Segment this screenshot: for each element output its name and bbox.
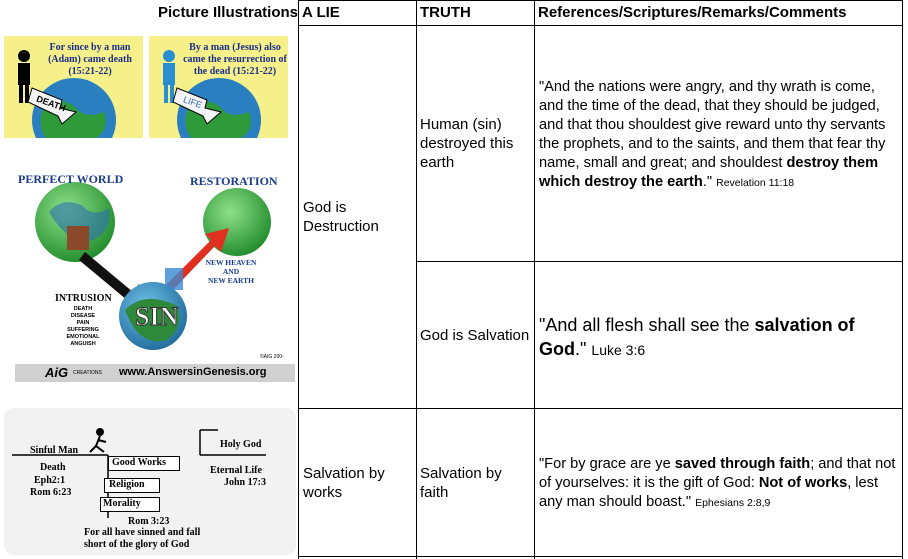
truth-cell	[420, 326, 534, 345]
new-earth-line: NEW EARTH	[207, 276, 255, 285]
intrusion-item: EMOTIONAL	[66, 334, 100, 340]
religion-box	[104, 478, 160, 493]
truth-text: Human (sin) destroyed this earth	[420, 116, 514, 171]
aig-website: www.AnswersinGenesis.org	[119, 366, 267, 378]
truth-cell	[420, 115, 532, 172]
lie-cell	[303, 464, 413, 502]
rom323-ref: Rom 3:23	[128, 516, 170, 527]
copyright-text: ©AIG 200-	[260, 354, 284, 360]
lie-text: God is Destruction	[303, 199, 379, 235]
scripture-citation: Ephesians 2:8,9	[695, 497, 771, 509]
scripture-text: ."	[702, 174, 717, 190]
grid-line	[298, 25, 903, 26]
new-heaven-line: NEW HEAVEN	[205, 258, 257, 267]
bridge-illustration	[4, 408, 296, 555]
rom623-ref: Rom 6:23	[30, 487, 72, 498]
scripture-citation: Luke 3:6	[591, 342, 646, 358]
header-picture-illustrations: Picture Illustrations	[157, 4, 298, 21]
restoration-label: RESTORATION	[190, 174, 278, 188]
good-works-label: Good Works	[112, 457, 166, 468]
scripture-text: "For by grace are ye	[539, 456, 675, 472]
good-works-box	[108, 456, 180, 471]
aig-logo: AiG	[45, 365, 69, 380]
grid-line	[416, 261, 903, 262]
header-a-lie: A LIE	[302, 4, 340, 21]
intrusion-item: DISEASE	[70, 313, 96, 319]
scripture-text: , lest any man should boast."	[539, 475, 879, 510]
adam-death-panel	[4, 36, 143, 138]
scripture-text: "And the nations were angry, and thy wrath is come, and the time of the dead, that they should be judged, and that thou shouldest give reward unto thy servants the prophets, and to the saints, and them that fear thy name, small and great; and shouldest	[539, 79, 886, 171]
grid-line	[534, 0, 535, 559]
perfect-world-label: PERFECT WORLD	[18, 172, 124, 186]
aig-footer	[15, 364, 295, 382]
grid-line	[298, 556, 903, 557]
death-life-illustration	[4, 33, 294, 141]
reference-cell	[539, 313, 901, 362]
religion-label: Religion	[109, 479, 145, 490]
grid-line	[298, 0, 903, 1]
morality-label: Morality	[103, 498, 141, 509]
aig-logo-suffix: CREATIONS	[73, 370, 102, 376]
intrusion-list	[53, 306, 113, 348]
eternal-life-label: Eternal Life	[210, 465, 262, 476]
scripture-emphasis: salvation of God	[539, 315, 855, 359]
grid-line	[298, 0, 299, 559]
panel-caption: For since by a man (Adam) came death (15:21-22)	[48, 42, 132, 77]
eph-ref: Eph2:1	[34, 475, 66, 486]
jesus-life-panel	[149, 36, 288, 138]
all-sinned-line-1: For all have sinned and fall	[84, 527, 201, 538]
reference-cell	[539, 455, 901, 513]
reference-cell	[539, 78, 901, 193]
aig-restoration-illustration	[15, 160, 295, 382]
truth-cell	[420, 464, 532, 502]
life-word: LIFE	[181, 94, 204, 111]
death-label: Death	[40, 462, 66, 473]
sinful-man-label: Sinful Man	[30, 445, 79, 456]
truth-text: Salvation by faith	[420, 465, 502, 501]
intrusion-item: PAIN	[76, 320, 90, 326]
death-word: DEATH	[35, 93, 68, 114]
sin-word: SIN	[135, 302, 179, 331]
new-heaven-label	[201, 258, 261, 285]
grid-line	[298, 408, 903, 409]
scripture-emphasis: Not of works	[758, 475, 848, 491]
panel-caption: By a man (Jesus) also came the resurrection of the dead (15:21-22)	[183, 42, 287, 77]
intrusion-item: SUFFERING	[67, 327, 99, 333]
scripture-emphasis: destroy them which destroy the earth	[539, 155, 879, 190]
scripture-emphasis: saved through faith	[674, 456, 811, 472]
header-references: References/Scriptures/Remarks/Comments	[538, 4, 847, 21]
grid-line	[902, 0, 903, 559]
intrusion-item: ANGUISH	[70, 341, 96, 347]
holy-god-label: Holy God	[220, 439, 262, 450]
lie-cell	[303, 198, 411, 236]
intrusion-item: DEATH	[73, 306, 93, 312]
truth-text: God is Salvation	[420, 327, 530, 344]
header-truth: TRUTH	[420, 4, 471, 21]
john-ref: John 17:3	[224, 477, 266, 488]
and-line: AND	[222, 267, 240, 276]
morality-box	[100, 497, 160, 512]
all-sinned-line-2: short of the glory of God	[84, 539, 190, 550]
scripture-text: ; and that not of yourselves: it is the gift of God:	[539, 456, 896, 491]
intrusion-label: INTRUSION	[55, 293, 112, 304]
scripture-citation: Revelation 11:18	[716, 177, 795, 189]
scripture-text: "And all flesh shall see the	[539, 315, 755, 335]
scripture-text: ."	[575, 339, 592, 359]
grid-line	[416, 0, 417, 559]
lie-text: Salvation by works	[303, 465, 385, 501]
